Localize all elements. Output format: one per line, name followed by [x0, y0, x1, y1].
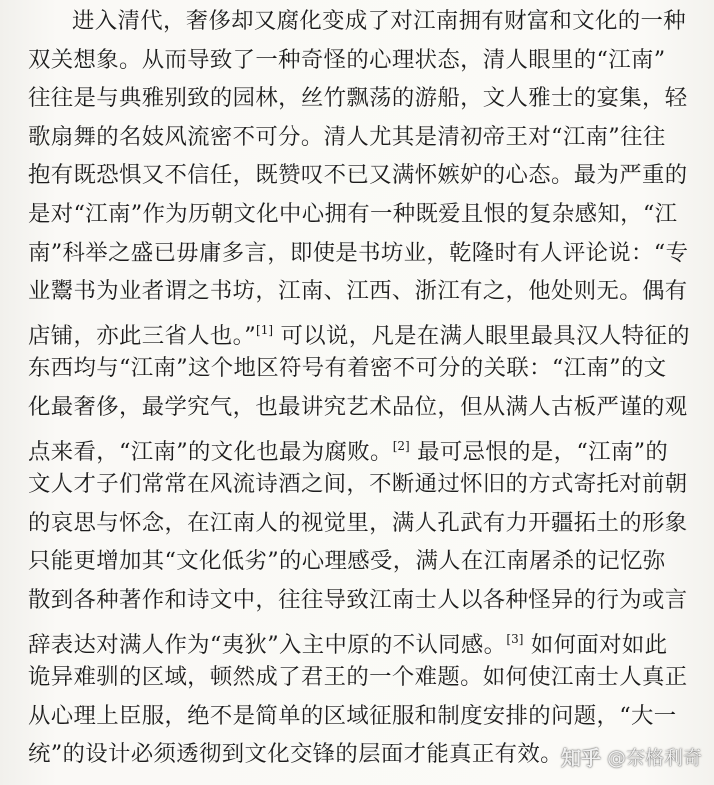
zhihu-logo: 知乎	[560, 746, 601, 770]
text-line: 的哀思与怀念，在江南人的视觉里，满人孔武有力开疆拓土的形象	[28, 509, 688, 536]
text-line: 抱有既恐惧又不信任，既赞叹不已又满怀嫉妒的心态。最为严重的	[28, 162, 688, 189]
text-line: 化最奢侈，最学究气，也最讲究艺术品位，但从满人古板严谨的观	[28, 393, 688, 420]
text-line: 南”科举之盛已毋庸多言，即使是书坊业，乾隆时有人评论说：“专	[28, 239, 689, 266]
text-line: 统”的设计必须透彻到文化交锋的层面才能真正有效。	[28, 741, 563, 768]
text-line: 散到各种著作和诗文中，往往导致江南士人以各种怪异的行为或言	[28, 586, 688, 613]
text-line: 文人才子们常常在风流诗酒之间，不断通过怀旧的方式寄托对前朝	[28, 471, 688, 498]
footnote-marker: [3]	[506, 631, 524, 646]
footnote-marker: [1]	[256, 322, 274, 337]
text-line: 进入清代，奢侈却又腐化变成了对江南拥有财富和文化的一种	[72, 8, 686, 34]
text-line: 双关想象。从而导致了一种奇怪的心理状态，清人眼里的“江南”	[28, 46, 666, 73]
text-line: 店铺，亦此三省人也。”[1] 可以说，凡是在满人眼里最具汉人特征的	[28, 322, 690, 349]
text-line: 诡异难驯的区域，顿然成了君王的一个难题。如何使江南士人真正	[28, 664, 688, 691]
body-text	[28, 2, 692, 774]
text-line: 业鬻书为业者谓之书坊，江南、江西、浙江有之，他处则无。偶有	[28, 278, 688, 305]
text-line: 东西均与“江南”这个地区符号有着密不可分的关联：“江南”的文	[28, 355, 667, 382]
text-line: 只能更增加其“文化低劣”的心理感受，满人在江南屠杀的记忆弥	[28, 548, 666, 575]
zhihu-watermark	[561, 742, 702, 771]
text-line: 往往是与典雅别致的园林，丝竹飘荡的游船，文人雅士的宴集，轻	[28, 85, 688, 112]
watermark-author: @奈格利奇	[606, 747, 702, 769]
text-line: 是对“江南”作为历朝文化中心拥有一种既爱且恨的复杂感知，“江	[28, 200, 678, 227]
text-line: 从心理上臣服，绝不是简单的区域征服和制度安排的问题，“大一	[28, 702, 677, 729]
text-line: 歌扇舞的名妓风流密不可分。清人尤其是清初帝王对“江南”往往	[28, 123, 666, 150]
footnote-marker: [2]	[392, 438, 410, 453]
text-line: 点来看，“江南”的文化也最为腐败。[2] 最可忌恨的是，“江南”的	[28, 438, 669, 465]
text-line: 辞表达对满人作为“夷狄”入主中原的不认同感。[3] 如何面对如此	[28, 631, 668, 658]
